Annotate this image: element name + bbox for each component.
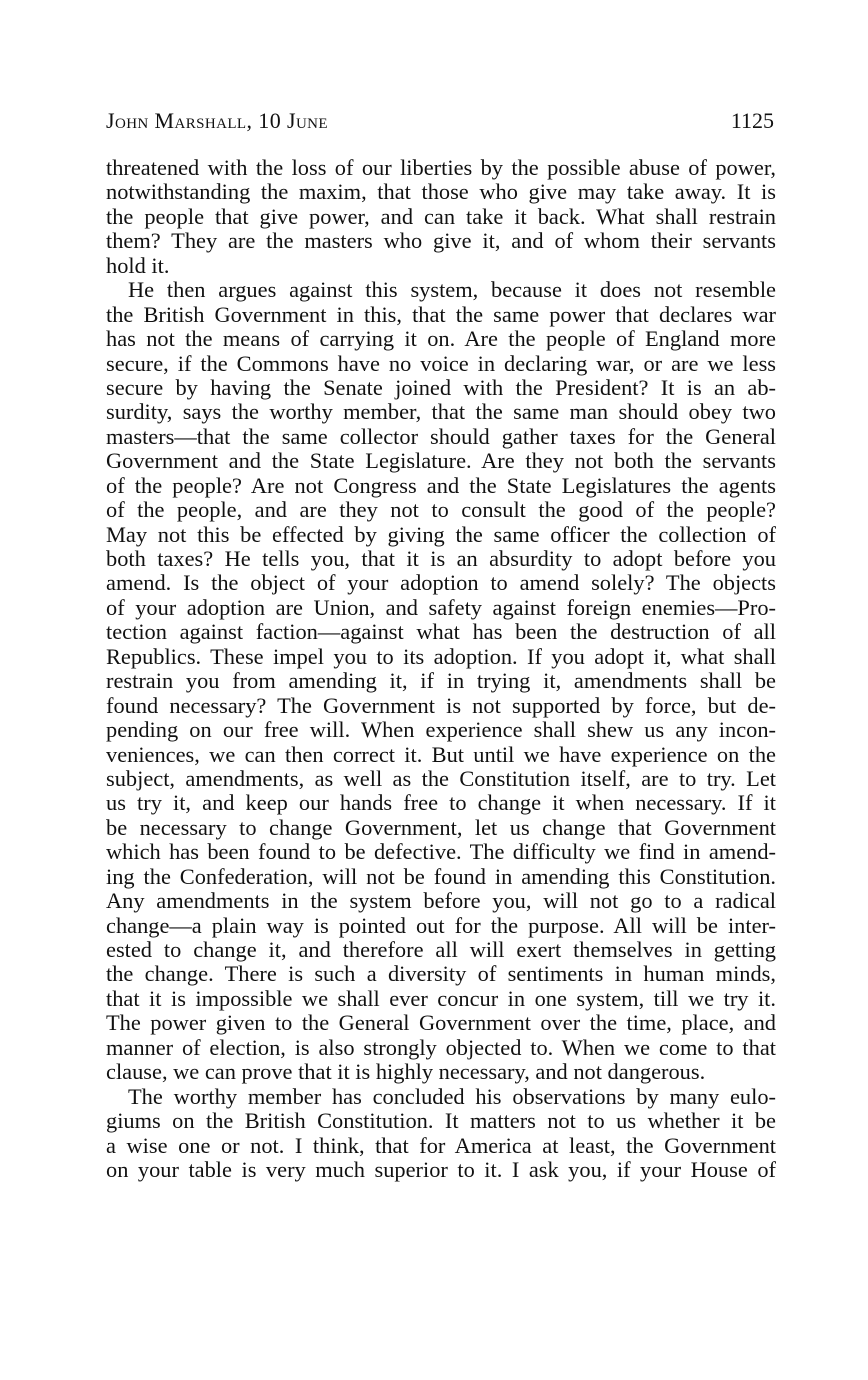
text-line: has not the means of carrying it on. Are the people of England more [106,326,776,352]
text-line: surdity, says the worthy member, that the same man should obey two [106,399,776,425]
text-line: which has been found to be defective. The difficulty we find in amend- [106,839,776,865]
text-line: subject, amendments, as well as the Constitution itself, are to try. Let [106,765,776,791]
text-line: change—a plain way is pointed out for the purpose. All will be inter- [106,912,776,938]
paragraph [106,1085,776,1183]
text-line: pending on our free will. When experience shall shew us any incon- [106,717,776,743]
text-line: found necessary? The Government is not supported by force, but de- [106,692,776,718]
text-line: secure, if the Commons have no voice in declaring war, or are we less [106,350,776,376]
text-line: us try it, and keep our hands free to change it when necessary. If it [106,790,776,816]
text-line: the people that give power, and can take it back. What shall restrain [106,203,776,229]
text-line: threatened with the loss of our liberties by the possible abuse of power, [106,155,776,180]
text-line: amend. Is the object of your adoption to amend solely? The objects [106,570,776,596]
text-line: The power given to the General Government over the time, place, and [106,1010,776,1036]
text-line: The worthy member has concluded his observations by many eulo- [128,1083,776,1109]
text-line: secure by having the Senate joined with the President? It is an ab- [106,374,776,400]
text-line: be necessary to change Government, let us change that Government [106,814,776,840]
text-line: ested to change it, and therefore all will exert themselves in getting [106,937,776,962]
text-line: of the people? Are not Congress and the State Legislatures the agents [106,472,776,498]
text-line: Government and the State Legislature. Are they not both the servants [106,448,776,474]
text-line: on your table is very much superior to it. I ask you, if your House of [106,1156,776,1182]
text-line: of the people, and are they not to consult the good of the people? [106,497,776,523]
text-line: that it is impossible we shall ever concur in one system, till we try it. [106,985,776,1011]
text-line: manner of election, is also strongly objected to. When we come to that [106,1034,776,1060]
body-text [106,156,776,1182]
text-line: the change. There is such a diversity of sentiments in human minds, [106,961,776,987]
text-line: clause, we can prove that it is highly necessary, and not dangerous. [106,1059,706,1085]
text-line: notwithstanding the maxim, that those who give may take away. It is [106,179,776,205]
paragraph [106,156,776,278]
paragraph [106,278,776,1084]
text-line: May not this be effected by giving the same officer the collection of [106,521,776,547]
page-number: 1125 [730,108,774,133]
text-line: both taxes? He tells you, that it is an absurdity to adopt before you [106,546,776,571]
text-line: giums on the British Constitution. It matters not to us whether it be [106,1108,776,1134]
running-head-title: John Marshall, 10 June [106,108,328,133]
text-line: hold it. [106,252,170,278]
text-line: them? They are the masters who give it, and of whom their servants [106,228,776,254]
text-line: of your adoption are Union, and safety against foreign enemies—Pro- [106,594,776,620]
text-line: a wise one or not. I think, that for America at least, the Government [106,1132,776,1158]
text-line: the British Government in this, that the same power that declares war [106,301,776,327]
text-line: ing the Confederation, will not be found in amending this Constitution. [106,863,776,889]
text-line: He then argues against this system, because it does not resemble [128,277,776,303]
text-line: tection against faction—against what has been the destruction of all [106,619,776,645]
text-line: Any amendments in the system before you, will not go to a radical [106,888,776,914]
text-line: veniences, we can then correct it. But until we have experience on the [106,741,776,767]
text-line: restrain you from amending it, if in trying it, amendments shall be [106,668,776,694]
running-head [106,108,774,138]
text-line: Republics. These impel you to its adoption. If you adopt it, what shall [106,643,776,669]
text-line: masters—that the same collector should gather taxes for the General [106,423,776,449]
